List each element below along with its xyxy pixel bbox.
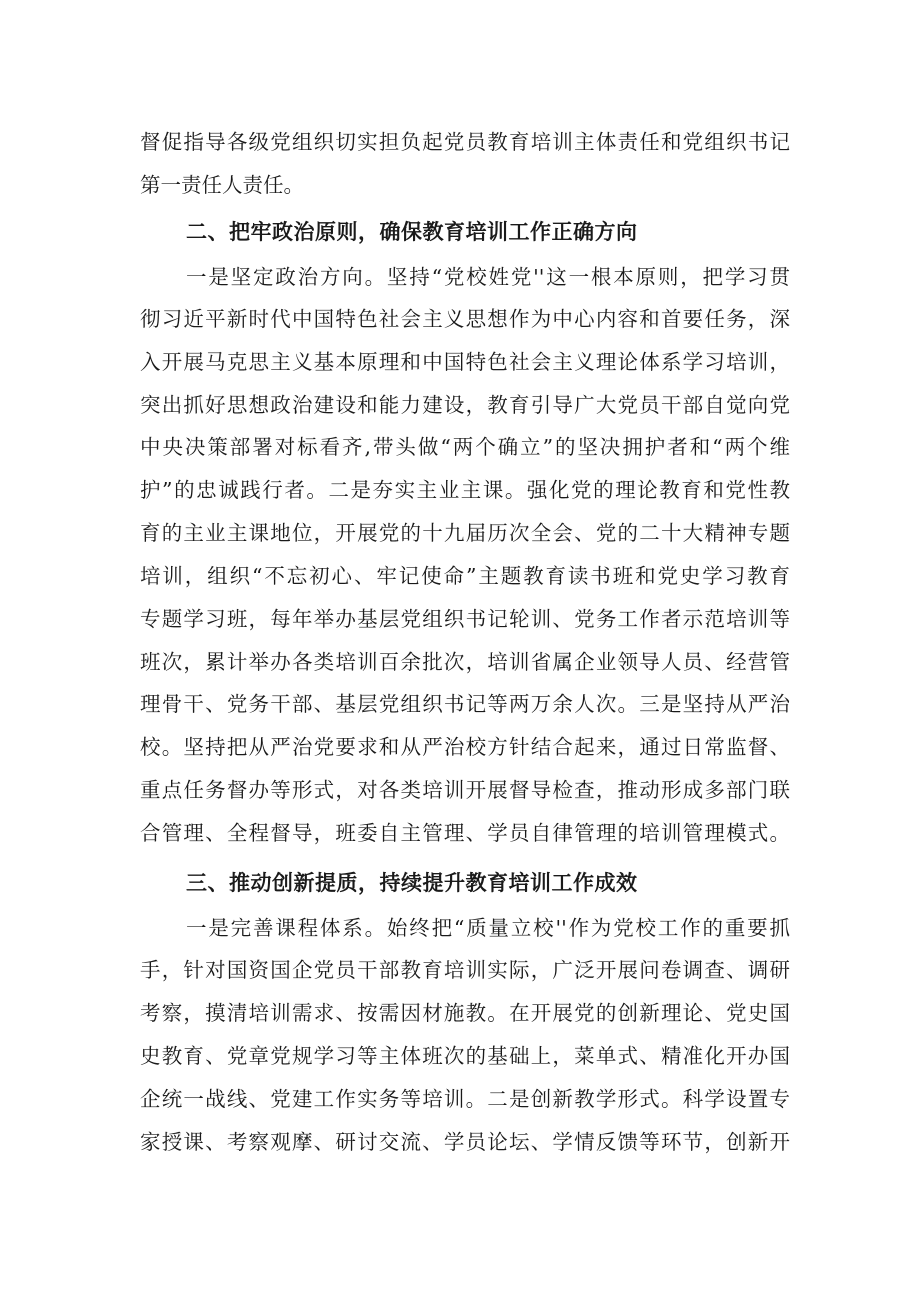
- paragraph-3-line-2: 手，针对国资国企党员干部教育培训实际，广泛开展问卷调查、调研: [140, 958, 790, 982]
- paragraph-2-line-4: 突出抓好思想政治建设和能力建设，教育引导广大党员干部自觉向党: [140, 393, 790, 417]
- paragraph-2-line-12: 校。坚持把从严治党要求和从严治校方针结合起来，通过日常监督、: [140, 735, 790, 759]
- paragraph-2-line-7: 育的主业主课地位，开展党的十九届历次全会、党的二十大精神专题: [140, 521, 790, 545]
- paragraph-3-line-1: 一是完善课程体系。始终把“质量立校''作为党校工作的重要抓: [186, 916, 790, 940]
- paragraph-2-line-5: 中央决策部署对标看齐,带头做“两个确立”的坚决拥护者和“两个维: [140, 435, 790, 459]
- paragraph-2-line-14: 合管理、全程督导，班委自主管理、学员自律管理的培训管理模式。: [140, 821, 790, 845]
- paragraph-3-line-6: 家授课、考察观摩、研讨交流、学员论坛、学情反馈等环节，创新开: [140, 1130, 790, 1154]
- paragraph-2-line-6: 护”的忠诚践行者。二是夯实主业主课。强化党的理论教育和党性教: [140, 478, 790, 502]
- paragraph-1-line-2: 第一责任人责任。: [140, 173, 304, 197]
- paragraph-2-line-9: 专题学习班，每年举办基层党组织书记轮训、党务工作者示范培训等: [140, 607, 790, 631]
- paragraph-2-line-1: 一是坚定政治方向。坚持“党校姓党''这一根本原则，把学习贯: [186, 265, 790, 289]
- section-heading-2: 二、把牢政治原则，确保教育培训工作正确方向: [186, 220, 638, 244]
- section-heading-3: 三、推动创新提质，持续提升教育培训工作成效: [186, 871, 638, 895]
- paragraph-1-line-1: 督促指导各级党组织切实担负起党员教育培训主体责任和党组织书记: [140, 130, 790, 154]
- paragraph-3-line-3: 考察，摸清培训需求、按需因材施教。在开展党的创新理论、党史国: [140, 1001, 790, 1025]
- paragraph-2-line-10: 班次，累计举办各类培训百余批次，培训省属企业领导人员、经营管: [140, 650, 790, 674]
- paragraph-3-line-4: 史教育、党章党规学习等主体班次的基础上，菜单式、精准化开办国: [140, 1044, 790, 1068]
- paragraph-2-line-2: 彻习近平新时代中国特色社会主义思想作为中心内容和首要任务，深: [140, 307, 790, 331]
- paragraph-2-line-11: 理骨干、党务干部、基层党组织书记等两万余人次。三是坚持从严治: [140, 692, 790, 716]
- paragraph-2-line-8: 培训，组织“不忘初心、牢记使命”主题教育读书班和党史学习教育: [140, 564, 790, 588]
- paragraph-3-line-5: 企统一战线、党建工作实务等培训。二是创新教学形式。科学设置专: [140, 1087, 790, 1111]
- paragraph-2-line-13: 重点任务督办等形式，对各类培训开展督导检查，推动形成多部门联: [140, 778, 790, 802]
- paragraph-2-line-3: 入开展马克思主义基本原理和中国特色社会主义理论体系学习培训，: [140, 350, 790, 374]
